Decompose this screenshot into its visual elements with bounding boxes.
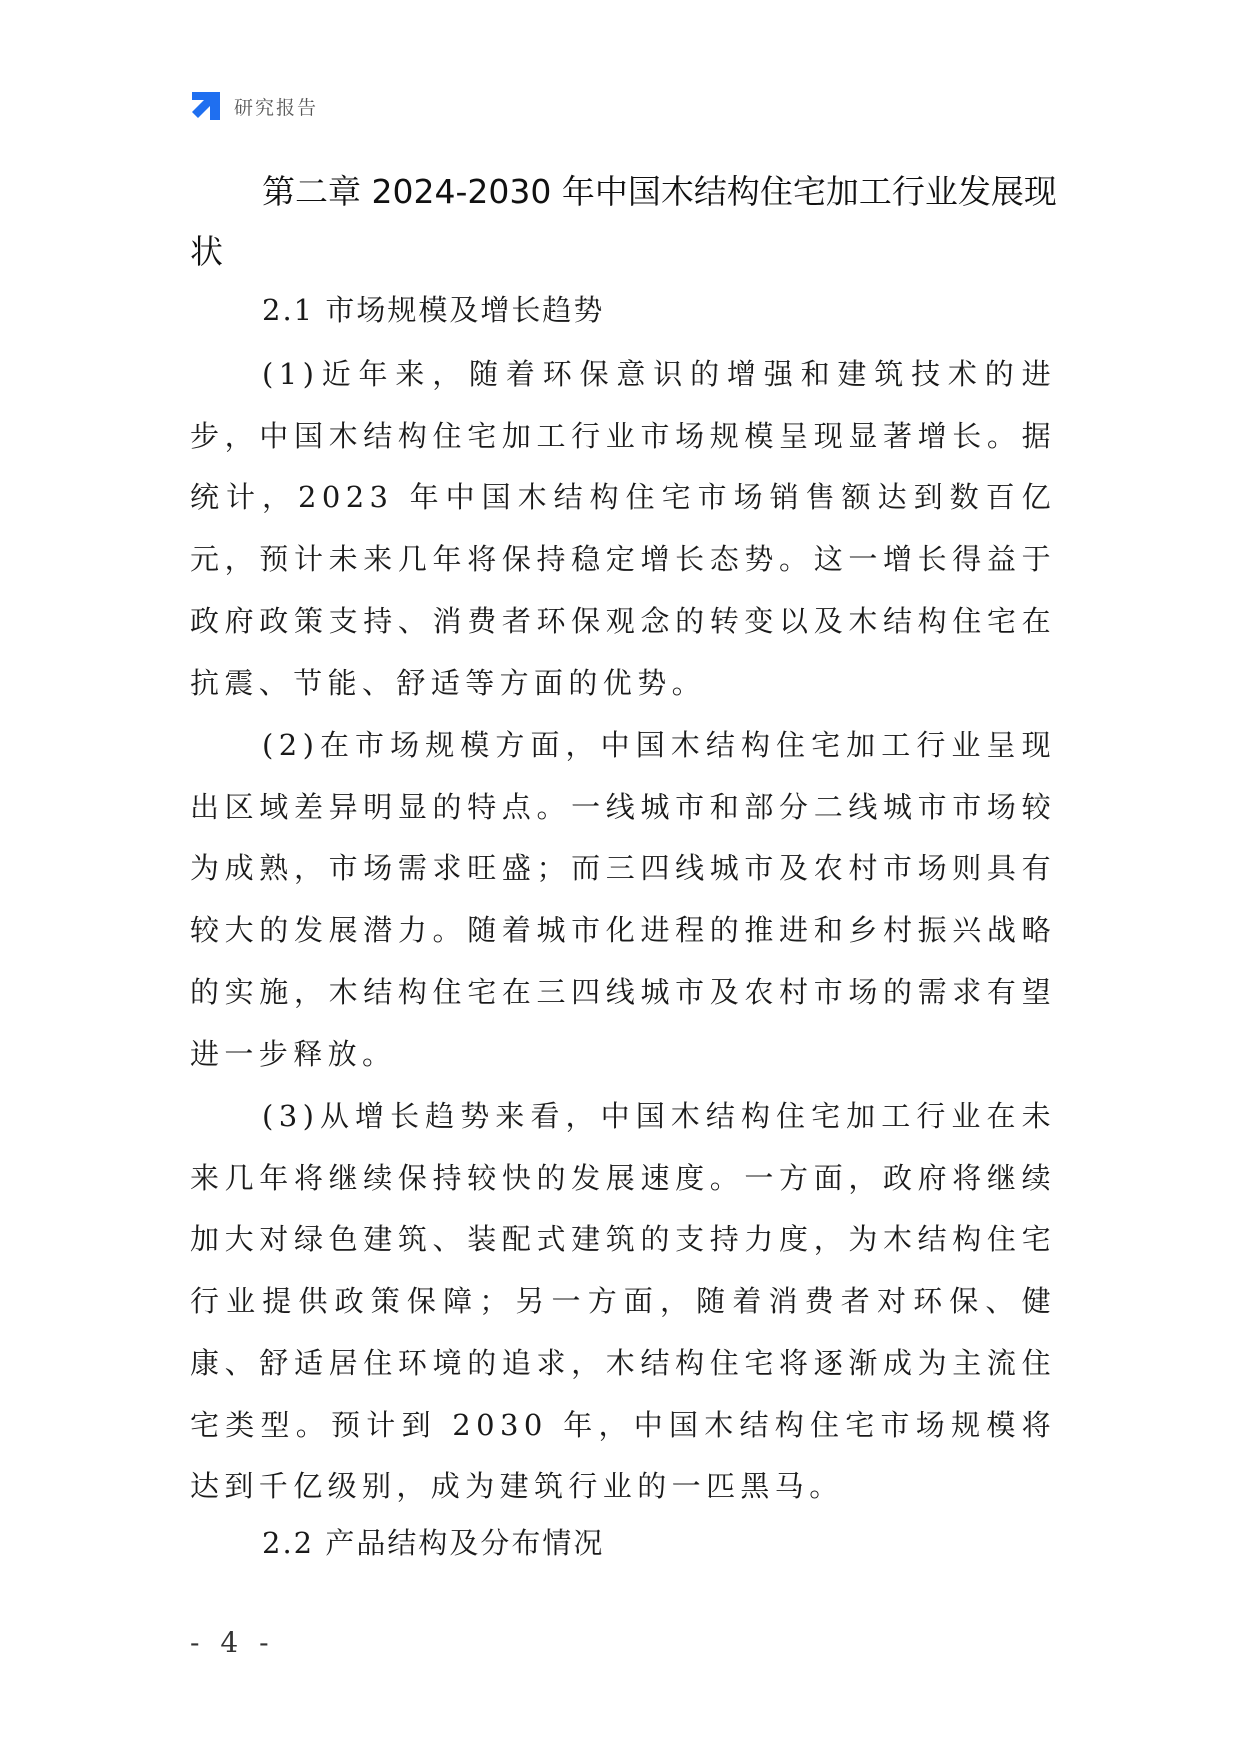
paragraph-3: (3)从增长趋势来看，中国木结构住宅加工行业在未来几年将继续保持较快的发展速度。一方面，政府将继续加大对绿色建筑、装配式建筑的支持力度，为木结构住宅行业提供政策保障；另一方面，随着消费者对环保、健康、舒适居住环境的追求，木结构住宅将逐渐成为主流住宅类型。预计到 2030 年，中国木结构住宅市场规模将达到千亿级别，成为建筑行业的一匹黑马。 [190,1099,1056,1504]
paragraph-2: (2)在市场规模方面，中国木结构住宅加工行业呈现出区域差异明显的特点。一线城市和部分二线城市市场较为成熟，市场需求旺盛；而三四线城市及农村市场则具有较大的发展潜力。随着城市化进程的推进和乡村振兴战略的实施，木结构住宅在三四线城市及农村市场的需求有望进一步释放。 [190,728,1056,1071]
report-header [190,90,318,122]
section-heading-2-1: 2.1 市场规模及增长趋势 [262,293,605,327]
arrow-logo-icon [190,90,222,122]
page-number: - 4 - [190,1626,275,1659]
section-heading-2-2: 2.2 产品结构及分布情况 [262,1526,605,1560]
paragraph-1: (1)近年来，随着环保意识的增强和建筑技术的进步，中国木结构住宅加工行业市场规模呈现显著增长。据统计，2023 年中国木结构住宅市场销售额达到数百亿元，预计未来几年将保持稳定增长态势。这一增长得益于政府政策支持、消费者环保观念的转变以及木结构住宅在抗震、节能、舒适等方面的优势。 [190,357,1056,700]
header-label: 研究报告 [234,96,319,119]
chapter-title: 第二章 2024-2030 年中国木结构住宅加工行业发展现状 [190,172,1057,271]
